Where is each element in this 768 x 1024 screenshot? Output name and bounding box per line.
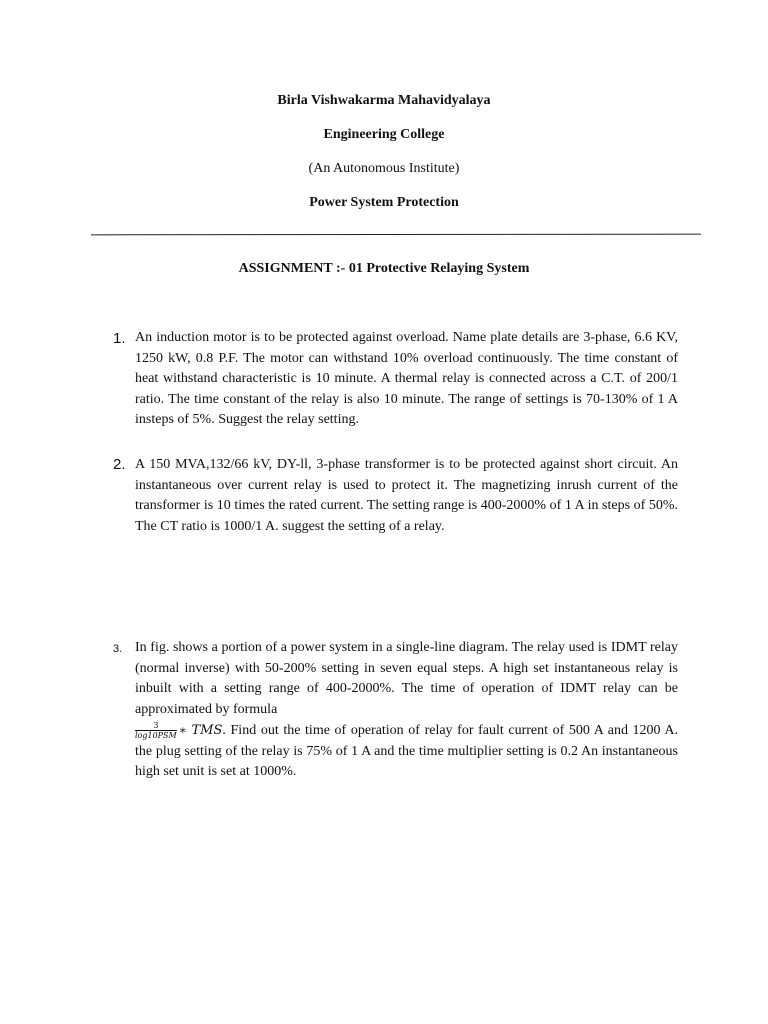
question-2-text: A 150 MVA,132/66 kV, DY-ll, 3-phase transformer is to be protected against short circuit. An instantaneous over current relay is used to protect it. The magnetizing inrush current of the transformer is 10 times the rated current. The setting range is 400-2000% of 1 A in steps of 50%. The CT ratio is 1000/1 A. suggest the setting of a relay. (135, 457, 678, 534)
formula-numerator: 3 (153, 721, 159, 731)
header-divider (91, 234, 701, 236)
question-3-number: 3. (113, 643, 123, 655)
question-3-text (135, 638, 678, 783)
question-3-rest: . Find out the time of operation of relay for fault current of 500 A and 1200 A. the plug setting of the relay is 75% of 1 A and the time multiplier setting is 0.2 An instantaneous high set unit is set at 1000%. (135, 723, 679, 779)
formula-tms: TMS (191, 723, 223, 738)
college-name: Engineering College (323, 127, 445, 142)
institution-name: Birla Vishwakarma Mahavidyalaya (277, 93, 491, 108)
formula-operator: ∗ (178, 723, 187, 737)
question-3-intro: In fig. shows a portion of a power system in a single-line diagram. The relay used is IDMT relay (normal inverse) with 50-200% setting in seven equal steps. A high set instantaneous relay is inbuilt with a setting range of 400-2000%. The time of operation of IDMT relay can be approximated by formula (135, 640, 678, 717)
question-2-number: 2. (113, 456, 126, 473)
institute-status: (An Autonomous Institute) (308, 161, 460, 176)
formula-denominator: log10PSM (135, 731, 177, 741)
idmt-formula-fraction (135, 721, 177, 740)
question-1-text: An induction motor is to be protected against overload. Name plate details are 3-phase, 6.6 KV, 1250 kW, 0.8 P.F. The motor can withstand 10% overload continuously. The time constant of heat withstand characteristic is 10 minute. A thermal relay is connected across a C.T. of 200/1 ratio. The time constant of the relay is also 10 minute. The range of settings is 70-130% of 1 A insteps of 5%. Suggest the relay setting. (135, 330, 678, 427)
assignment-title: ASSIGNMENT :- 01 Protective Relaying System (238, 261, 530, 276)
question-1-number: 1. (113, 330, 126, 347)
course-title: Power System Protection (309, 195, 459, 210)
